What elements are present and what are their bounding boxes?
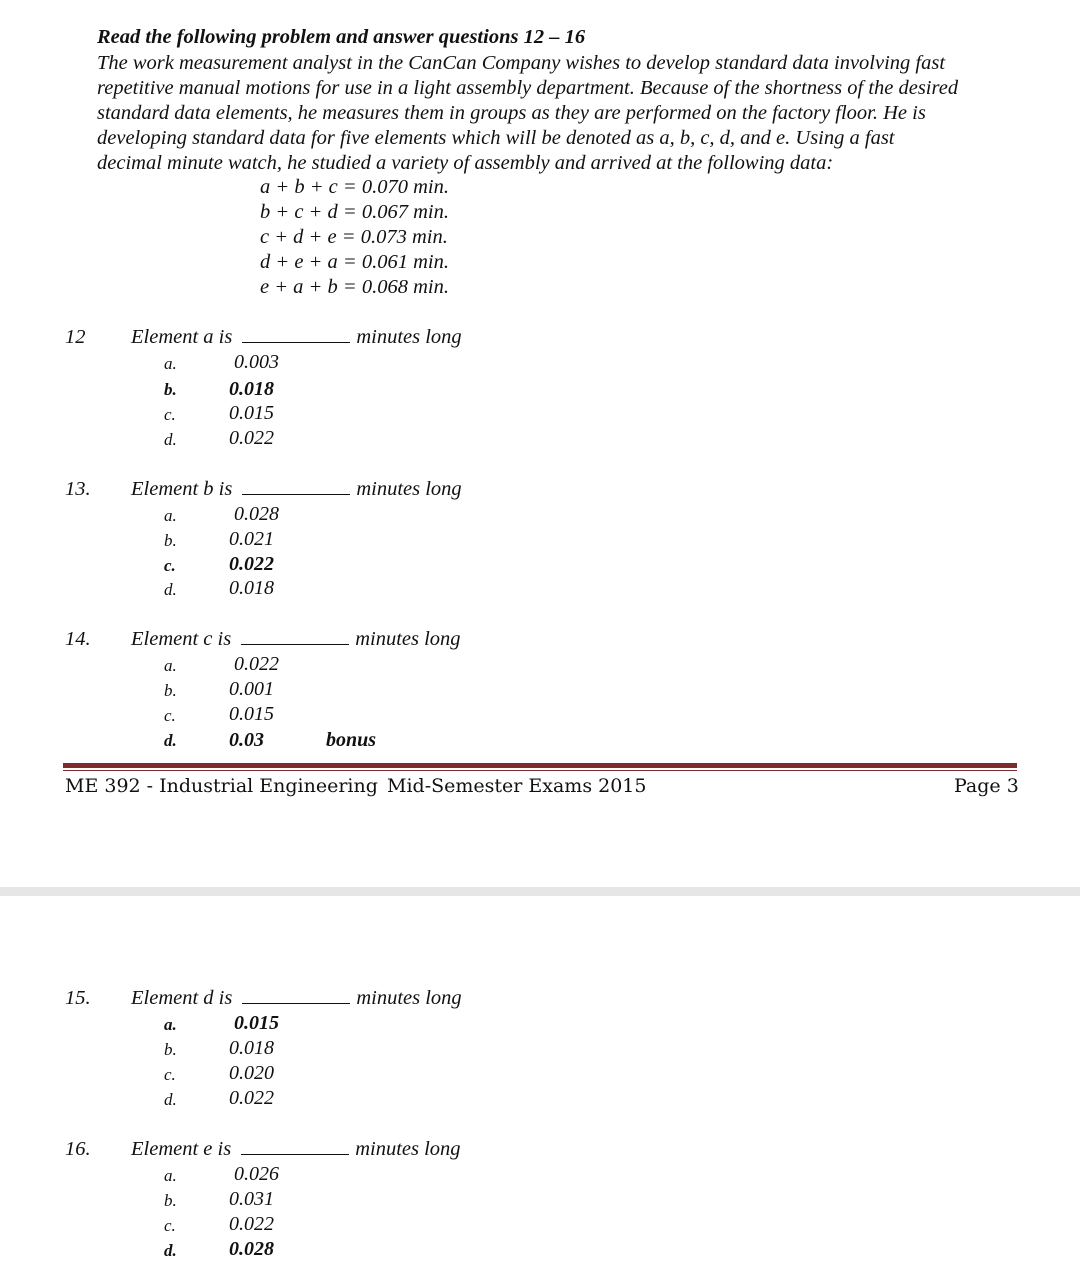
option-value: 0.018	[229, 577, 274, 599]
question-text: Element d is	[131, 987, 233, 1009]
option-value: 0.022	[234, 653, 279, 675]
option-letter-selected: b.	[164, 380, 177, 399]
option-letter: d.	[164, 430, 177, 449]
question-number: 12	[65, 326, 86, 348]
question-number: 16.	[65, 1138, 91, 1160]
option-value: 0.022	[229, 427, 274, 449]
option-letter-selected: d.	[164, 1241, 177, 1260]
question-text: Element c is	[131, 628, 232, 650]
answer-blank	[241, 1138, 349, 1155]
problem-line: repetitive manual motions for use in a light assembly department. Because of the shortness of the desired	[97, 77, 959, 99]
option-value-selected: 0.022	[229, 553, 274, 575]
answer-blank	[242, 478, 350, 495]
option-value: 0.022	[229, 1087, 274, 1109]
option-letter: a.	[164, 1166, 177, 1185]
question-prompt	[131, 326, 462, 349]
problem-line: The work measurement analyst in the CanCan Company wishes to develop standard data involving fast	[97, 52, 946, 74]
question-prompt	[131, 628, 461, 651]
question-number: 14.	[65, 628, 91, 650]
question-prompt	[131, 1138, 461, 1161]
option-letter: c.	[164, 1065, 176, 1084]
option-letter: d.	[164, 580, 177, 599]
question-text: Element b is	[131, 478, 233, 500]
option-letter: a.	[164, 656, 177, 675]
question-suffix: minutes long	[356, 326, 462, 348]
option-value: 0.026	[234, 1163, 279, 1185]
option-value-selected: 0.03	[229, 729, 264, 751]
option-value: 0.015	[229, 703, 274, 725]
option-value: 0.022	[229, 1213, 274, 1235]
option-value-selected: 0.015	[234, 1012, 279, 1034]
option-letter: b.	[164, 1191, 177, 1210]
problem-line: developing standard data for five elements which will be denoted as a, b, c, d, and e. Using a fast	[97, 127, 895, 149]
option-value: 0.021	[229, 528, 274, 550]
option-letter: c.	[164, 1216, 176, 1235]
footer-rule-thick	[63, 763, 1017, 768]
question-number: 15.	[65, 987, 91, 1009]
answer-blank	[242, 326, 350, 343]
question-suffix: minutes long	[356, 478, 462, 500]
option-value: 0.020	[229, 1062, 274, 1084]
footer-page-number: Page 3	[954, 775, 1019, 797]
option-letter: a.	[164, 506, 177, 525]
option-letter: b.	[164, 1040, 177, 1059]
bonus-note: bonus	[326, 729, 377, 751]
problem-line: standard data elements, he measures them in groups as they are performed on the factory floor. He is	[97, 102, 926, 124]
option-value: 0.028	[234, 503, 279, 525]
option-value: 0.031	[229, 1188, 274, 1210]
option-letter-selected: d.	[164, 731, 177, 750]
option-value: 0.003	[234, 351, 279, 373]
problem-line: decimal minute watch, he studied a variety of assembly and arrived at the following data:	[97, 152, 834, 174]
footer-exam: Mid-Semester Exams 2015	[387, 775, 647, 797]
option-letter: c.	[164, 405, 176, 424]
option-value-selected: 0.028	[229, 1238, 274, 1260]
option-letter-selected: a.	[164, 1015, 177, 1034]
question-text: Element a is	[131, 326, 233, 348]
option-value-selected: 0.018	[229, 378, 274, 400]
problem-heading: Read the following problem and answer questions 12 – 16	[97, 26, 586, 48]
option-value: 0.015	[229, 402, 274, 424]
question-text: Element e is	[131, 1138, 232, 1160]
equation: b + c + d = 0.067 min.	[260, 201, 449, 223]
equation: d + e + a = 0.061 min.	[260, 251, 449, 273]
equation: e + a + b = 0.068 min.	[260, 276, 449, 298]
answer-blank	[242, 987, 350, 1004]
question-prompt	[131, 478, 462, 501]
option-letter-selected: c.	[164, 556, 176, 575]
option-letter: a.	[164, 354, 177, 373]
problem-statement	[97, 51, 1027, 176]
option-letter: c.	[164, 706, 176, 725]
question-prompt	[131, 987, 462, 1010]
option-letter: b.	[164, 531, 177, 550]
question-suffix: minutes long	[355, 628, 461, 650]
question-suffix: minutes long	[355, 1138, 461, 1160]
option-value: 0.001	[229, 678, 274, 700]
question-suffix: minutes long	[356, 987, 462, 1009]
option-letter: b.	[164, 681, 177, 700]
footer-rule-thin	[63, 770, 1017, 771]
option-value: 0.018	[229, 1037, 274, 1059]
answer-blank	[241, 628, 349, 645]
equation: a + b + c = 0.070 min.	[260, 176, 449, 198]
footer-course: ME 392 - Industrial Engineering	[65, 775, 378, 797]
question-number: 13.	[65, 478, 91, 500]
option-letter: d.	[164, 1090, 177, 1109]
equation: c + d + e = 0.073 min.	[260, 226, 448, 248]
page-separator	[0, 887, 1080, 896]
